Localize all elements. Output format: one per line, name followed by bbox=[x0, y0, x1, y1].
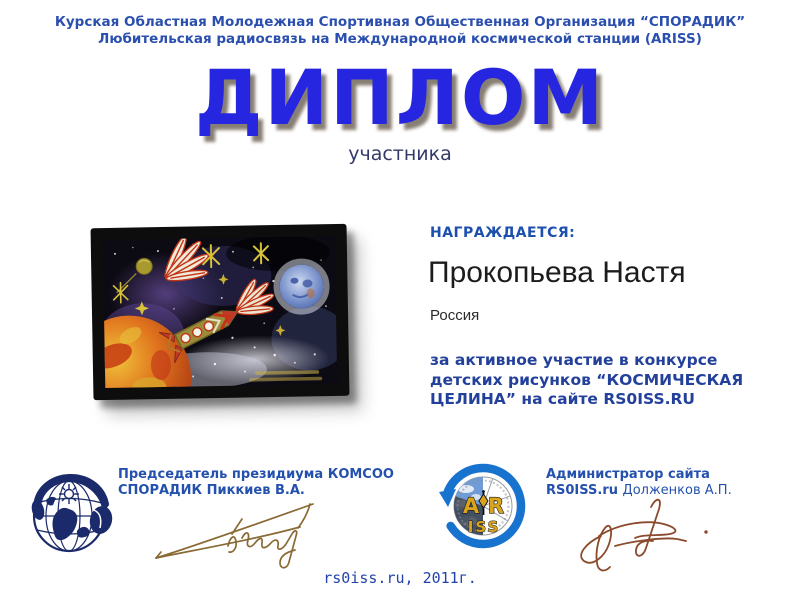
right-signer-title: Администратор сайта bbox=[546, 467, 710, 482]
diploma-subtitle: участника bbox=[348, 143, 452, 165]
right-signer-person: Долженков А.П. bbox=[622, 483, 732, 498]
org-subtitle: Любительская радиосвязь на Международной космической станции (ARISS) bbox=[98, 31, 702, 47]
recipient-name: Прокопьева Настя bbox=[428, 256, 686, 289]
award-label: НАГРАЖДАЕТСЯ: bbox=[430, 225, 576, 241]
award-reason-line: за активное участие в конкурсе bbox=[430, 351, 718, 369]
org-header bbox=[0, 14, 800, 48]
globe-with-headphones-icon bbox=[24, 458, 116, 556]
footer-site-year: rs0iss.ru, 2011г. bbox=[323, 569, 477, 587]
award-reason-line: ЦЕЛИНА” на сайте RS0ISS.RU bbox=[430, 390, 696, 408]
diploma-title: ДИПЛОМ bbox=[194, 53, 606, 142]
ariss-logo bbox=[438, 459, 528, 557]
children-space-drawing-icon bbox=[103, 236, 338, 388]
signature-icon bbox=[563, 490, 713, 575]
ariss-iss-text: ISS bbox=[467, 518, 501, 536]
ariss-earth-orbit-icon bbox=[438, 459, 528, 553]
artwork-frame bbox=[91, 224, 350, 400]
right-signer-site: RS0ISS.ru bbox=[546, 483, 619, 498]
left-signature bbox=[150, 494, 320, 573]
left-signer-title: Председатель президиума КОМСОО bbox=[118, 467, 394, 482]
continents bbox=[46, 497, 90, 540]
orbit-arrowhead bbox=[439, 489, 456, 507]
award-reason bbox=[430, 351, 743, 410]
sunburst bbox=[59, 484, 79, 504]
left-signer-name: СПОРАДИК Пиккиев В.А. bbox=[118, 483, 305, 498]
ariss-letter-r: R bbox=[487, 494, 505, 518]
ariss-letter-a: A bbox=[462, 494, 480, 518]
recipient-country: Россия bbox=[430, 307, 480, 324]
signature-icon bbox=[150, 494, 320, 569]
blue-moon-face bbox=[276, 261, 327, 312]
sporadik-logo bbox=[24, 458, 116, 560]
right-signature bbox=[563, 490, 713, 579]
org-name: Курская Областная Молодежная Спортивная Общественная Организация “СПОРАДИК” bbox=[54, 14, 746, 30]
award-reason-line: детских рисунков “КОСМИЧЕСКАЯ bbox=[430, 370, 744, 389]
